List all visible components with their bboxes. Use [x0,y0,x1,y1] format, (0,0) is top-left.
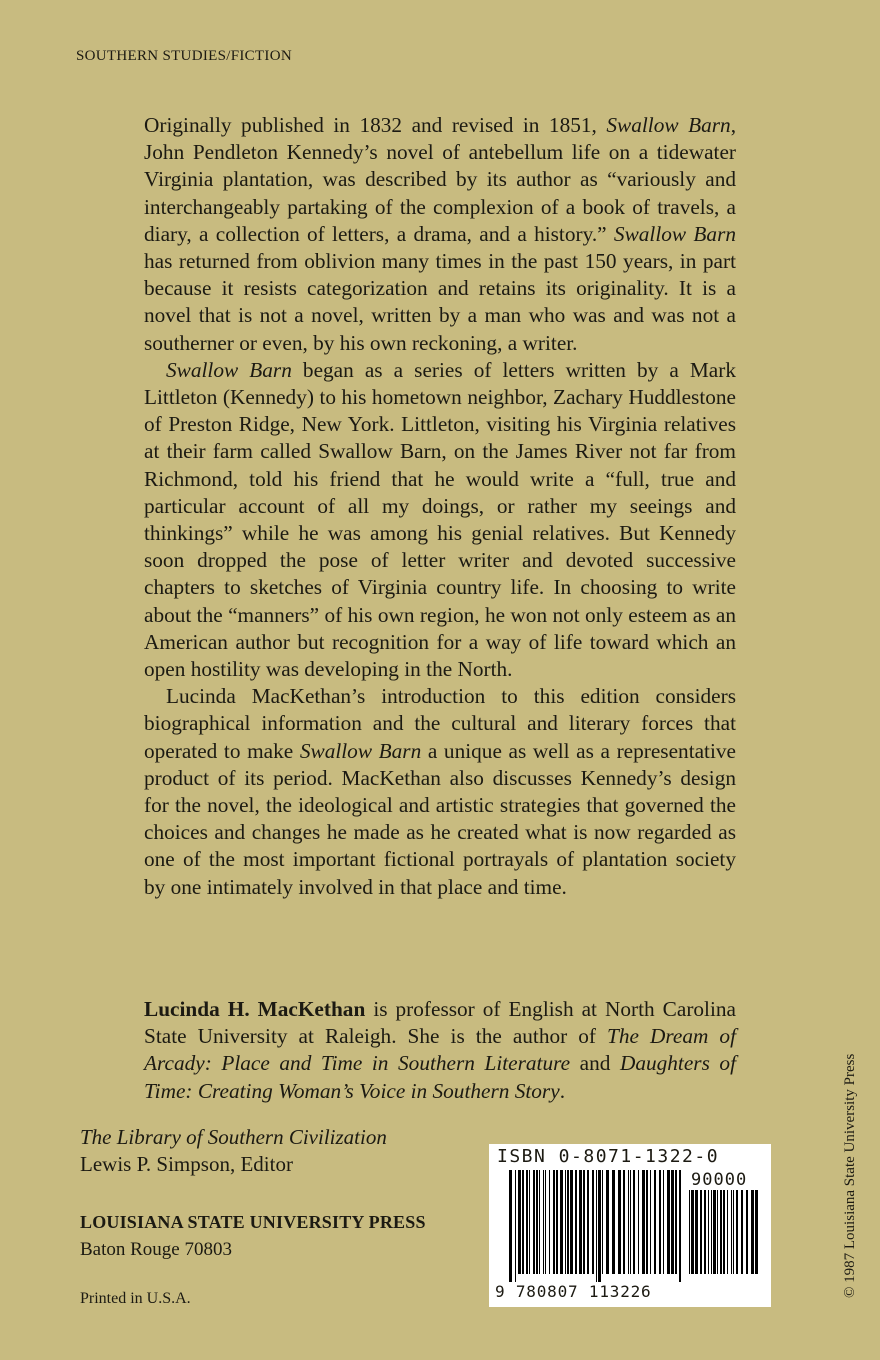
barcode-bar [736,1190,738,1274]
barcode-bar [717,1190,718,1274]
barcode-bars [509,1170,685,1282]
barcode-bar [689,1190,690,1274]
barcode-bar [623,1170,625,1274]
series-editor: Lewis P. Simpson, Editor [80,1152,293,1176]
barcode-bar [522,1170,524,1274]
barcode-bar [650,1170,651,1274]
barcode-bar [518,1170,521,1274]
barcode-bar [711,1190,712,1274]
barcode-bar [515,1170,516,1282]
barcode-bar [731,1190,732,1274]
category-label: SOUTHERN STUDIES/FICTION [76,48,292,64]
barcode-bar [583,1170,585,1274]
barcode [489,1144,771,1307]
price-code: 90000 [691,1170,748,1190]
barcode-bar [553,1170,555,1274]
barcode-bar [575,1170,577,1274]
barcode-bar [549,1170,550,1274]
barcode-bar [695,1190,698,1274]
barcode-bar [741,1190,743,1274]
copyright-notice: © 1987 Louisiana State University Press [842,1053,858,1298]
barcode-bar [751,1190,754,1274]
barcode-bar [755,1190,758,1274]
barcode-bar [556,1170,558,1274]
description-paragraph-2: Swallow Barn began as a series of letters written by a Mark Littleton (Kennedy) to his hometown neighbor, Zachary Huddlestone of Preston Ridge, New York. Littleton, visiting his Virginia relatives at their farm called Swallow Barn, on the James River not far from Richmond, told his friend that he would write a “full, true and particular account of all my doings, or rather my seeings and thinkings” while he was among his genial relatives. But Kennedy soon dropped the pose of letter writer and devoted successive chapters to sketches of Virginia country life. In choosing to write about the “manners” of his own region, he won not only esteem as an American author but recognition for a way of life toward which an open hostility was developing in the North. [144,357,737,682]
isbn-number: ISBN 0-8071-1322-0 [497,1146,720,1167]
barcode-bar [700,1190,702,1274]
barcode-addon-bars [689,1190,763,1282]
barcode-bar [596,1170,597,1282]
barcode-bar [642,1170,645,1274]
barcode-bar [533,1170,535,1274]
barcode-bar [628,1170,629,1274]
barcode-bar [545,1170,546,1274]
barcode-bar [602,1170,603,1274]
barcode-bar [723,1190,725,1274]
publisher-city: Baton Rouge 70803 [80,1239,232,1260]
barcode-bar [567,1170,569,1274]
description-paragraph-3: Lucinda MacKethan’s introduction to this edition considers biographical information and the cultural and literary forces that operated to make Swallow Barn a unique as well as a representative product of its period. MacKethan also discusses Kennedy’s design for the novel, the ideological and artistic strategies that governed the choices and changes he made as he created what is now regarded as one of the most important fictional portrayals of plantation society by one intimately involved in that place and time. [144,684,736,899]
barcode-bar [654,1170,656,1274]
series-title: The Library of Southern Civilization [80,1125,387,1149]
barcode-bar [704,1190,706,1274]
barcode-bar [646,1170,648,1274]
barcode-bar [708,1190,709,1274]
publisher-name: LOUISIANA STATE UNIVERSITY PRESS [80,1212,426,1232]
description [144,112,736,901]
barcode-bar [560,1170,563,1274]
barcode-bar [638,1170,639,1274]
barcode-bar [536,1170,538,1274]
barcode-bar [659,1170,661,1274]
barcode-bar [713,1190,716,1274]
barcode-bar [539,1170,540,1274]
barcode-bar [618,1170,621,1274]
barcode-bar [526,1170,528,1274]
author-bio: Lucinda H. MacKethan is professor of English at North Carolina State University at Raleigh. She is the author of The Dream of Arcady: Place and Time in Southern Literature and Daughters of Time: Creating Woman’s Voice in Southern Story. [144,997,736,1103]
barcode-bar [598,1170,601,1282]
barcode-bar [663,1170,664,1274]
barcode-bar [679,1170,681,1282]
barcode-bar [746,1190,748,1274]
barcode-bar [720,1190,722,1274]
barcode-bar [529,1170,530,1274]
barcode-bar [570,1170,573,1274]
barcode-bar [543,1170,544,1274]
description-paragraph-1: Originally published in 1832 and revised in 1851, Swallow Barn, John Pendleton Kennedy’s novel of antebellum life on a tidewater Virginia plantation, was described by its author as “variously and interchangeably partaking of the complexion of a book of travels, a diary, a collection of letters, a drama, and a history.” Swallow Barn has returned from oblivion many times in the past 150 years, in part because it resists categorization and retains its originality. It is a novel that is not a novel, written by a man who was and was not a southerner or even, by his own reckoning, a writer. [144,113,737,355]
barcode-bar [633,1170,635,1274]
barcode-bar [630,1170,631,1274]
barcode-bar [606,1170,609,1274]
barcode-bar [587,1170,589,1274]
book-title: Daughters of Time: Creating Woman’s Voice in Southern Story [144,1051,736,1103]
author-name: Lucinda H. MacKethan [144,997,366,1021]
publisher-block [80,1208,426,1264]
printed-in: Printed in U.S.A. [80,1290,191,1307]
barcode-bar [675,1170,677,1274]
barcode-bar [727,1190,728,1274]
barcode-bar [592,1170,594,1274]
barcode-bar [565,1170,566,1274]
barcode-bar [509,1170,512,1282]
barcode-bar [691,1190,694,1274]
series-info [80,1124,387,1178]
barcode-bar [612,1170,615,1274]
barcode-bar [579,1170,582,1274]
barcode-bar [733,1190,734,1274]
barcode-bar [671,1170,674,1274]
book-title: The Dream of Arcady: Place and Time in Southern Literature [144,1024,736,1076]
ean-number: 9 780807 113226 [495,1282,652,1301]
barcode-bar [667,1170,670,1274]
